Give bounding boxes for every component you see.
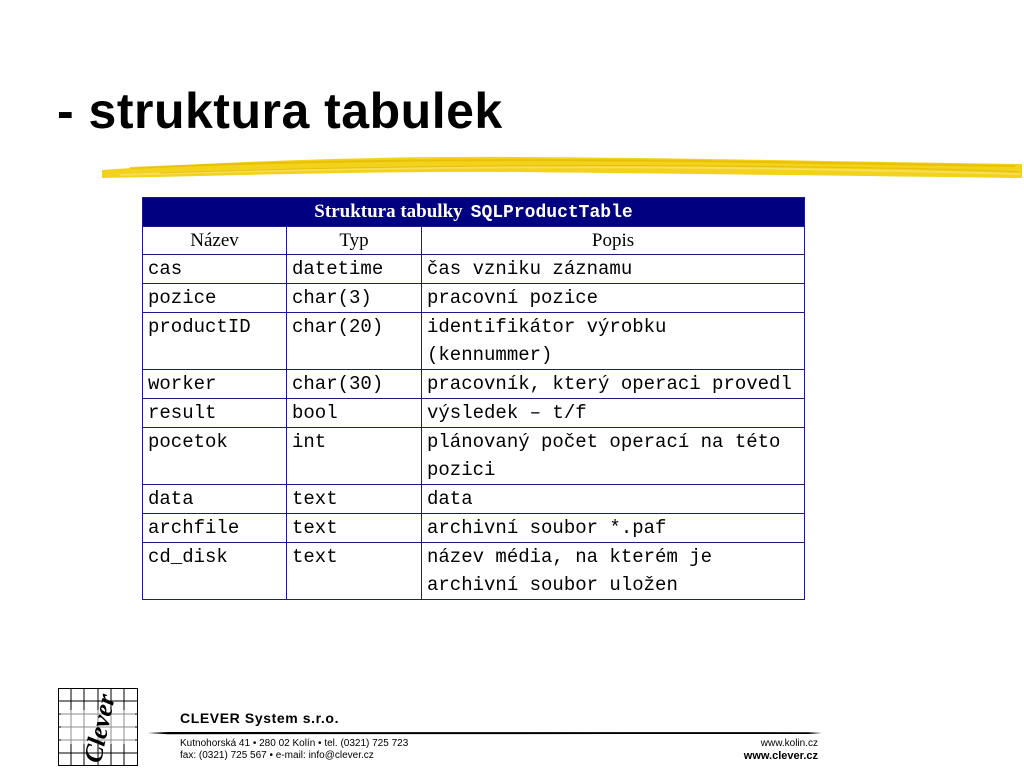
cell-name: pocetok <box>143 428 287 485</box>
cell-name: cas <box>143 255 287 284</box>
table-caption <box>143 198 805 227</box>
footer-rule <box>148 730 822 736</box>
yellow-brush-underline <box>100 148 1024 188</box>
caption-table-name: SQLProductTable <box>470 203 633 223</box>
cell-type: int <box>287 428 422 485</box>
cell-name: cd_disk <box>143 543 287 600</box>
table-row <box>143 399 805 428</box>
footer-address <box>180 738 408 762</box>
cell-description: data <box>422 485 805 514</box>
table-row <box>143 543 805 600</box>
cell-description: pracovní pozice <box>422 284 805 313</box>
cell-type: text <box>287 514 422 543</box>
cell-description: pracovník, který operaci provedl <box>422 370 805 399</box>
company-name: CLEVER System s.r.o. <box>180 710 340 726</box>
table-caption-row <box>143 198 805 227</box>
cell-description: plánovaný počet operací na této pozici <box>422 428 805 485</box>
cell-type: text <box>287 543 422 600</box>
table-row <box>143 514 805 543</box>
cell-type: char(3) <box>287 284 422 313</box>
cell-name: result <box>143 399 287 428</box>
table-row <box>143 370 805 399</box>
address-line-1: Kutnohorská 41 • 280 02 Kolín • tel. (0321) 725 723 <box>180 738 409 749</box>
web-link-clever[interactable]: www.clever.cz <box>743 750 818 762</box>
table-row <box>143 255 805 284</box>
address-line-2: fax: (0321) 725 567 • e-mail: info@clever.cz <box>180 750 374 761</box>
cell-type: text <box>287 485 422 514</box>
cell-type: datetime <box>287 255 422 284</box>
cell-description: identifikátor výrobku (kennummer) <box>422 313 805 370</box>
caption-prefix: Struktura tabulky <box>314 201 463 222</box>
column-header-name: Název <box>143 227 287 255</box>
cell-description: čas vzniku záznamu <box>422 255 805 284</box>
cell-name: productID <box>143 313 287 370</box>
cell-name: pozice <box>143 284 287 313</box>
column-header-type: Typ <box>287 227 422 255</box>
cell-name: worker <box>143 370 287 399</box>
slide-title: - struktura tabulek <box>57 83 503 139</box>
table-row <box>143 313 805 370</box>
table-row <box>143 284 805 313</box>
cell-name: archfile <box>143 514 287 543</box>
cell-description: výsledek – t/f <box>422 399 805 428</box>
table-row <box>143 485 805 514</box>
table-header-row <box>143 227 805 255</box>
web-link-kolin[interactable]: www.kolin.cz <box>760 738 818 749</box>
table-row <box>143 428 805 485</box>
clever-logo <box>58 688 138 766</box>
logo-text: Clever <box>78 691 121 766</box>
cell-name: data <box>143 485 287 514</box>
structure-table <box>142 197 805 600</box>
footer-web <box>744 738 818 762</box>
cell-type: bool <box>287 399 422 428</box>
column-header-description: Popis <box>422 227 805 255</box>
cell-type: char(20) <box>287 313 422 370</box>
cell-type: char(30) <box>287 370 422 399</box>
cell-description: archivní soubor *.paf <box>422 514 805 543</box>
cell-description: název média, na kterém je archivní soubor uložen <box>422 543 805 600</box>
